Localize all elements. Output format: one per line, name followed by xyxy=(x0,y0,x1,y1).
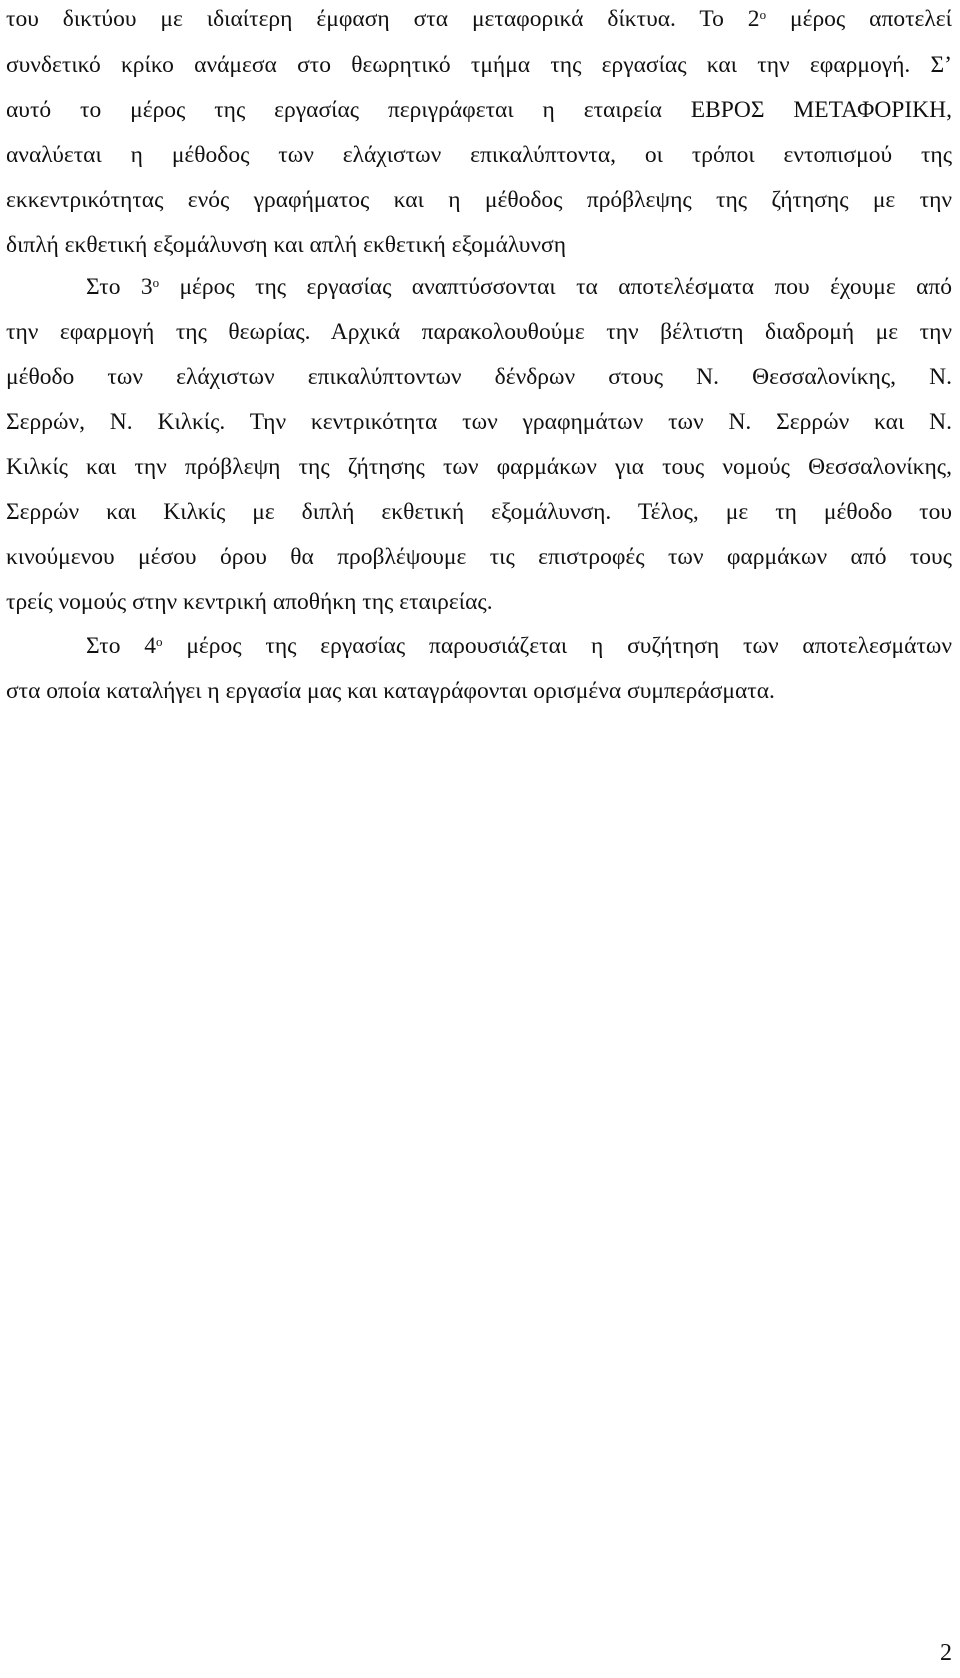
paragraph-2-line-7: κινούμενου μέσου όρου θα προβλέψουμε τις επιστροφές των φαρμάκων από τους xyxy=(6,544,952,570)
text-segment: του δικτύου με ιδιαίτερη έμφαση στα μεταφορικά δίκτυα. Το 2 xyxy=(6,6,760,32)
text-segment: Στο 4 xyxy=(86,633,157,659)
paragraph-2-line-6: Σερρών και Κιλκίς με διπλή εκθετική εξομάλυνση. Τέλος, με τη μέθοδο του xyxy=(6,499,952,525)
text-segment: μέρος αποτελεί xyxy=(766,6,952,32)
paragraph-1-line-3: αυτό το μέρος της εργασίας περιγράφεται η εταιρεία ΕΒΡΟΣ ΜΕΤΑΦΟΡΙΚΗ, xyxy=(6,97,952,123)
paragraph-2-line-1 xyxy=(86,272,952,302)
paragraph-2-line-2: την εφαρμογή της θεωρίας. Αρχικά παρακολουθούμε την βέλτιστη διαδρομή με την xyxy=(6,319,952,345)
text-segment: μέρος της εργασίας παρουσιάζεται η συζήτηση των αποτελεσμάτων xyxy=(162,633,952,659)
superscript: ο xyxy=(759,7,767,22)
paragraph-3-line-2: στα οποία καταλήγει η εργασία μας και καταγράφονται ορισμένα συμπεράσματα. xyxy=(6,678,775,704)
paragraph-2-line-5: Κιλκίς και την πρόβλεψη της ζήτησης των φαρμάκων για τους νομούς Θεσσαλονίκης, xyxy=(6,454,952,480)
paragraph-2-line-3: μέθοδο των ελάχιστων επικαλύπτοντων δένδρων στους Ν. Θεσσαλονίκης, Ν. xyxy=(6,364,952,390)
paragraph-3-line-1 xyxy=(86,631,952,661)
superscript: ο xyxy=(156,634,163,649)
paragraph-1-line-5: εκκεντρικότητας ενός γραφήματος και η μέθοδος πρόβλεψης της ζήτησης με την xyxy=(6,187,952,213)
page-number: 2 xyxy=(940,1640,952,1666)
superscript: ο xyxy=(152,275,160,290)
paragraph-1-line-1 xyxy=(6,4,952,34)
paragraph-2-line-4: Σερρών, Ν. Κιλκίς. Την κεντρικότητα των γραφημάτων των Ν. Σερρών και Ν. xyxy=(6,409,952,435)
text-segment: Στο 3 xyxy=(86,274,153,300)
paragraph-1-line-2: συνδετικό κρίκο ανάμεσα στο θεωρητικό τμήμα της εργασίας και την εφαρμογή. Σ’ xyxy=(6,52,952,78)
paragraph-1-line-6: διπλή εκθετική εξομάλυνση και απλή εκθετική εξομάλυνση xyxy=(6,232,567,258)
text-segment: μέρος της εργασίας αναπτύσσονται τα αποτελέσματα που έχουμε από xyxy=(159,274,953,300)
paragraph-1-line-4: αναλύεται η μέθοδος των ελάχιστων επικαλύπτοντα, οι τρόποι εντοπισμού της xyxy=(6,142,952,168)
paragraph-2-line-8: τρείς νομούς στην κεντρική αποθήκη της εταιρείας. xyxy=(6,589,493,615)
